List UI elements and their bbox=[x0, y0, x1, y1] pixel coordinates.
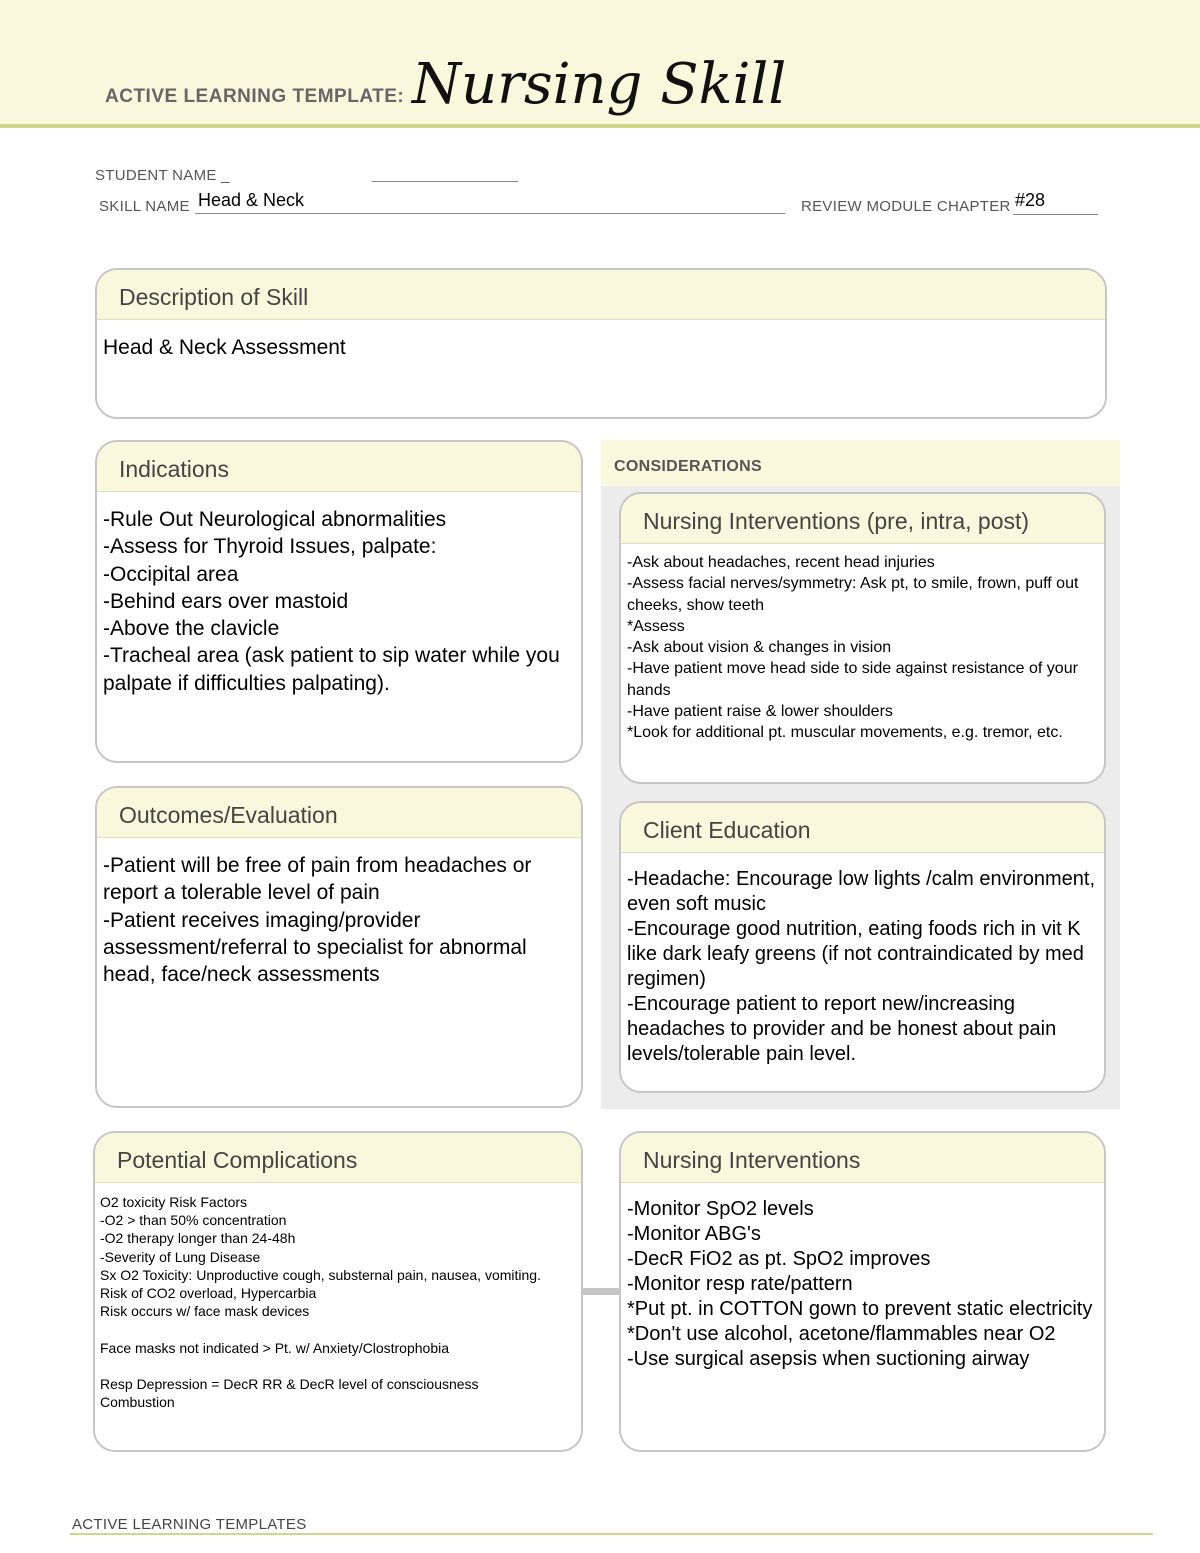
review-chapter-underline bbox=[1013, 214, 1098, 215]
header-divider bbox=[0, 124, 1200, 128]
complications-line: Face masks not indicated > Pt. w/ Anxiety/Clostrophobia bbox=[100, 1339, 450, 1356]
review-chapter-label: REVIEW MODULE CHAPTER bbox=[801, 198, 1011, 215]
skill-name-label: SKILL NAME bbox=[99, 198, 190, 215]
indications-heading: Indications bbox=[97, 442, 581, 492]
indications-line: -Tracheal area (ask patient to sip water while you palpate if difficulties palpating). bbox=[103, 644, 560, 695]
nursing-interventions-text[interactable] bbox=[627, 1197, 1097, 1372]
complications-box bbox=[93, 1131, 583, 1452]
nursing-interventions-line: -DecR FiO2 as pt. SpO2 improves bbox=[627, 1248, 931, 1270]
complications-line: Resp Depression = DecR RR & DecR level of consciousness bbox=[100, 1376, 479, 1393]
template-label: ACTIVE LEARNING TEMPLATE: bbox=[105, 86, 405, 107]
complications-line: Sx O2 Toxicity: Unproductive cough, substernal pain, nausea, vomiting. bbox=[100, 1266, 541, 1283]
client-education-line: -Headache: Encourage low lights /calm environment, even soft music bbox=[627, 868, 1096, 915]
client-education-line: -Encourage patient to report new/increasing headaches to provider and be honest about pain levels/tolerable pain level. bbox=[627, 993, 1057, 1065]
outcomes-line: -Patient receives imaging/provider assessment/referral to specialist for abnormal head, face/neck assessments bbox=[103, 908, 527, 987]
page-title: Nursing Skill bbox=[412, 52, 787, 117]
complications-text[interactable] bbox=[100, 1193, 574, 1411]
client-education-heading: Client Education bbox=[621, 803, 1104, 853]
connector-bar bbox=[582, 1288, 620, 1295]
complications-line: Risk of CO2 overload, Hypercarbia bbox=[100, 1285, 317, 1302]
pre-intra-post-line: -Ask about vision & changes in vision bbox=[627, 639, 892, 657]
outcomes-box bbox=[95, 786, 583, 1108]
pre-intra-post-heading: Nursing Interventions (pre, intra, post) bbox=[621, 494, 1104, 544]
pre-intra-post-line: -Have patient raise & lower shoulders bbox=[627, 703, 893, 721]
nursing-interventions-line: -Monitor resp rate/pattern bbox=[627, 1273, 853, 1295]
footer-label: ACTIVE LEARNING TEMPLATES bbox=[72, 1516, 307, 1533]
description-text[interactable]: Head & Neck Assessment bbox=[103, 336, 346, 359]
description-heading: Description of Skill bbox=[97, 270, 1105, 320]
review-chapter-field[interactable]: #28 bbox=[1015, 190, 1046, 210]
pre-intra-post-line: -Ask about headaches, recent head injuries bbox=[627, 554, 935, 571]
nursing-interventions-line: -Monitor SpO2 levels bbox=[627, 1198, 814, 1220]
complications-line: Risk occurs w/ face mask devices bbox=[100, 1303, 310, 1320]
pre-intra-post-line: *Assess bbox=[627, 617, 685, 635]
indications-line: -Assess for Thyroid Issues, palpate: bbox=[103, 535, 437, 559]
indications-line: -Behind ears over mastoid bbox=[103, 589, 349, 613]
outcomes-line: -Patient will be free of pain from headaches or report a tolerable level of pain bbox=[103, 854, 532, 905]
skill-name-field[interactable]: Head & Neck bbox=[198, 190, 305, 210]
complications-line: O2 toxicity Risk Factors bbox=[100, 1194, 248, 1210]
description-box bbox=[95, 268, 1107, 419]
outcomes-heading: Outcomes/Evaluation bbox=[97, 788, 581, 838]
pre-intra-post-line: -Have patient move head side to side against resistance of your hands bbox=[627, 660, 1078, 699]
nursing-interventions-line: -Use surgical asepsis when suctioning airway bbox=[627, 1348, 1030, 1370]
complications-line: -O2 therapy longer than 24-48h bbox=[100, 1230, 296, 1247]
nursing-interventions-line: *Don't use alcohol, acetone/flammables near O2 bbox=[627, 1323, 1056, 1345]
pre-intra-post-line: -Assess facial nerves/symmetry: Ask pt, to smile, frown, puff out cheeks, show teeth bbox=[627, 575, 1079, 614]
pre-intra-post-line: *Look for additional pt. muscular movements, e.g. tremor, etc. bbox=[627, 724, 1063, 742]
nursing-interventions-box bbox=[619, 1131, 1106, 1452]
client-education-box bbox=[619, 801, 1106, 1093]
indications-line: -Occipital area bbox=[103, 562, 239, 586]
indications-box bbox=[95, 440, 583, 763]
client-education-line: -Encourage good nutrition, eating foods rich in vit K like dark leafy greens (if not contraindicated by med regimen) bbox=[627, 918, 1084, 990]
outcomes-text[interactable] bbox=[103, 852, 565, 988]
complications-line: -Severity of Lung Disease bbox=[100, 1248, 261, 1265]
complications-line: -O2 > than 50% concentration bbox=[100, 1212, 287, 1229]
footer-divider bbox=[70, 1533, 1153, 1535]
nursing-interventions-heading: Nursing Interventions bbox=[621, 1133, 1104, 1183]
complications-heading: Potential Complications bbox=[95, 1133, 581, 1183]
student-name-underline bbox=[372, 181, 518, 182]
client-education-text[interactable] bbox=[627, 867, 1097, 1067]
considerations-label: CONSIDERATIONS bbox=[614, 458, 762, 475]
indications-line: -Rule Out Neurological abnormalities bbox=[103, 508, 447, 531]
complications-line: Combustion bbox=[100, 1394, 175, 1411]
nursing-interventions-line: *Put pt. in COTTON gown to prevent static electricity bbox=[627, 1298, 1093, 1320]
pre-intra-post-interventions-box bbox=[619, 492, 1106, 784]
indications-line: -Above the clavicle bbox=[103, 617, 280, 641]
skill-name-underline bbox=[195, 213, 785, 214]
nursing-interventions-line: -Monitor ABG's bbox=[627, 1223, 761, 1245]
pre-intra-post-text[interactable] bbox=[627, 552, 1097, 744]
indications-text[interactable] bbox=[103, 506, 577, 697]
student-name-label: STUDENT NAME _ bbox=[95, 167, 230, 184]
